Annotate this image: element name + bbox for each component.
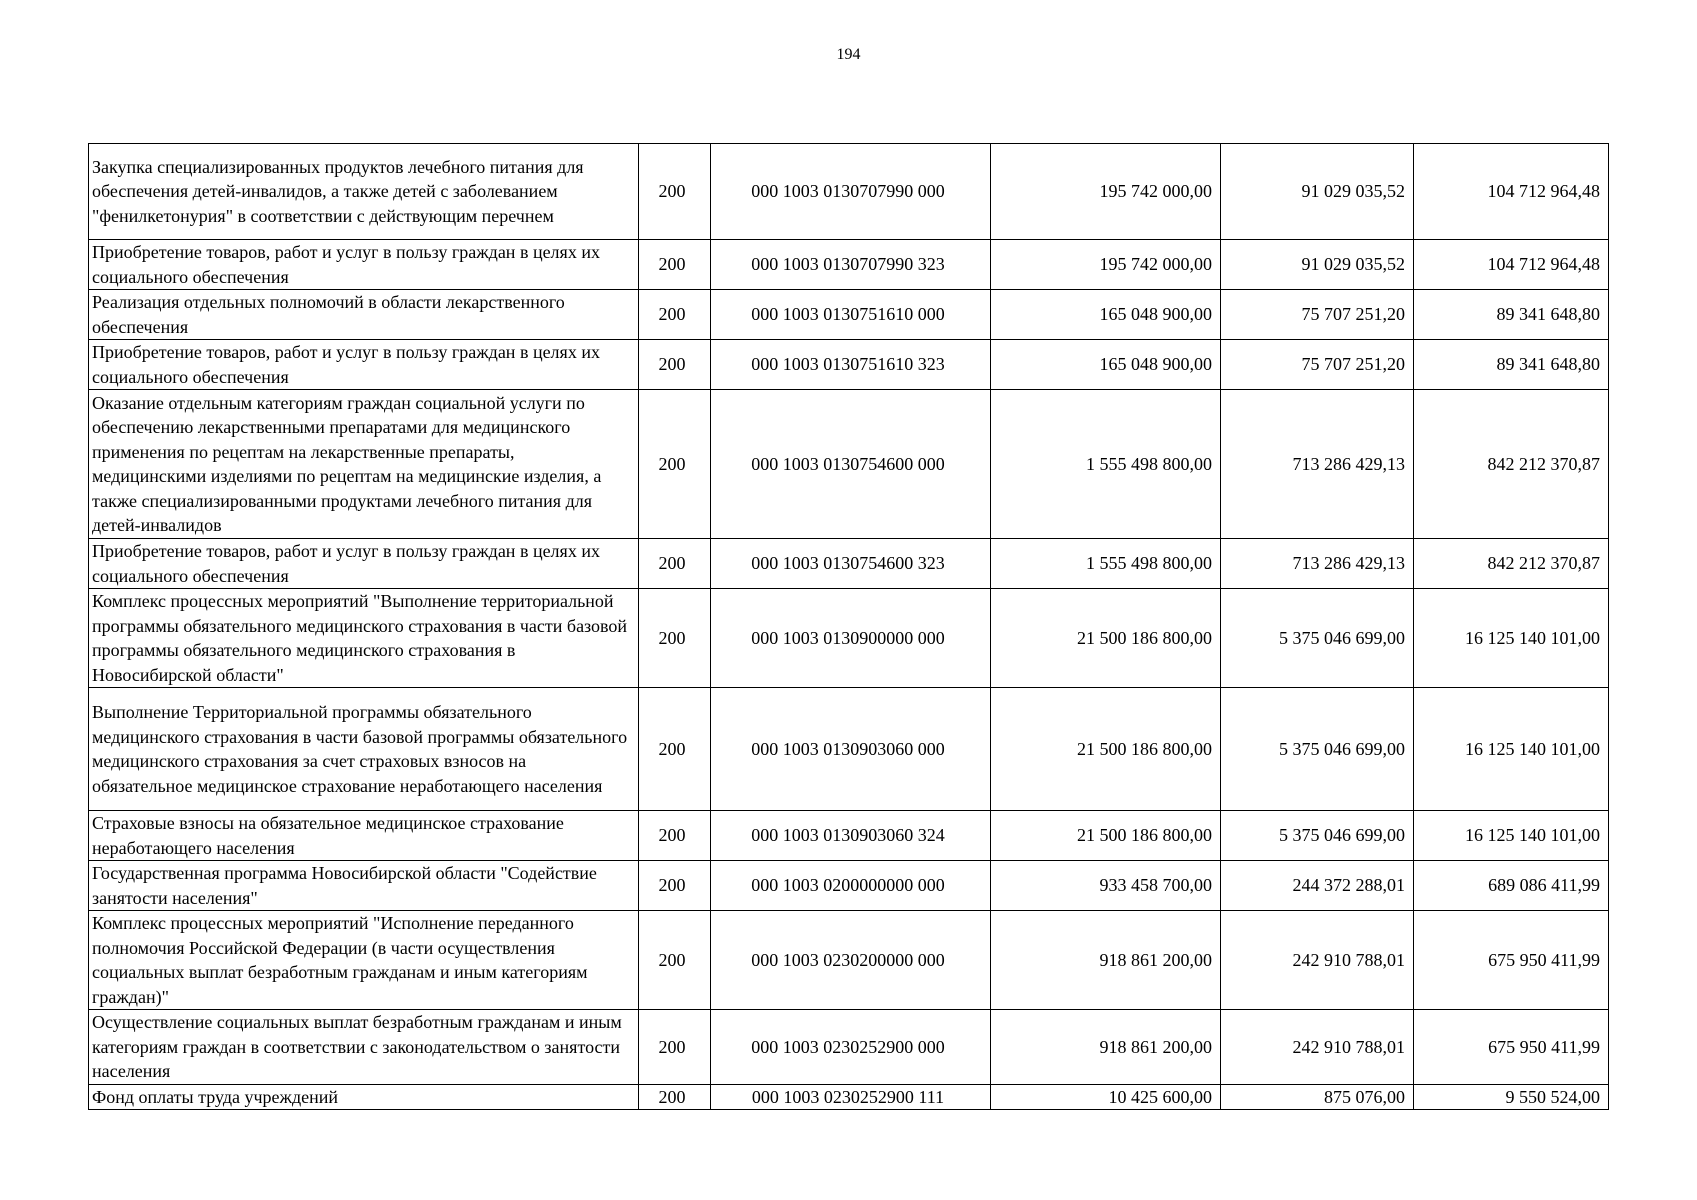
row-budget-code: 000 1003 0130707990 323: [711, 240, 991, 290]
row-description: Оказание отдельным категориям граждан социальной услуги по обеспечению лекарственными препаратами для медицинского применения по рецептам на лекарственные препараты, медицинскими изделиями по рецептам на медицинские изделия, а также специализированными продуктами лечебного питания для детей-инвалидов: [89, 390, 639, 539]
row-unexecuted-amount: 842 212 370,87: [1414, 539, 1609, 589]
row-executed-amount: 242 910 788,01: [1221, 911, 1414, 1010]
row-budget-code: 000 1003 0130900000 000: [711, 589, 991, 688]
table-body: [89, 144, 1609, 1110]
row-executed-amount: 91 029 035,52: [1221, 240, 1414, 290]
row-executed-amount: 875 076,00: [1221, 1084, 1414, 1110]
row-approved-amount: 21 500 186 800,00: [991, 811, 1221, 861]
table-row: [89, 688, 1609, 811]
row-description: Государственная программа Новосибирской области "Содействие занятости населения": [89, 861, 639, 911]
row-description: Страховые взносы на обязательное медицинское страхование неработающего населения: [89, 811, 639, 861]
row-budget-code: 000 1003 0230200000 000: [711, 911, 991, 1010]
row-approved-amount: 1 555 498 800,00: [991, 539, 1221, 589]
row-description: Комплекс процессных мероприятий "Исполнение переданного полномочия Российской Федерации (в части осуществления социальных выплат безработным гражданам и иным категориям граждан)": [89, 911, 639, 1010]
row-line-code: 200: [639, 589, 711, 688]
table-row: [89, 861, 1609, 911]
row-approved-amount: 195 742 000,00: [991, 240, 1221, 290]
row-line-code: 200: [639, 1010, 711, 1085]
row-description: Приобретение товаров, работ и услуг в пользу граждан в целях их социального обеспечения: [89, 539, 639, 589]
table-row: [89, 589, 1609, 688]
row-description: Выполнение Территориальной программы обязательного медицинского страхования в части базовой программы обязательного медицинского страхования за счет страховых взносов на обязательное медицинское страхование неработающего населения: [89, 688, 639, 811]
row-description: Осуществление социальных выплат безработным гражданам и иным категориям граждан в соответствии с законодательством о занятости населения: [89, 1010, 639, 1085]
row-description: Приобретение товаров, работ и услуг в пользу граждан в целях их социального обеспечения: [89, 240, 639, 290]
row-unexecuted-amount: 675 950 411,99: [1414, 911, 1609, 1010]
row-line-code: 200: [639, 290, 711, 340]
table-row: [89, 290, 1609, 340]
row-budget-code: 000 1003 0230252900 000: [711, 1010, 991, 1085]
table-row: [89, 1010, 1609, 1085]
row-line-code: 200: [639, 539, 711, 589]
row-description: Реализация отдельных полномочий в области лекарственного обеспечения: [89, 290, 639, 340]
table-row: [89, 811, 1609, 861]
row-executed-amount: 5 375 046 699,00: [1221, 688, 1414, 811]
row-line-code: 200: [639, 144, 711, 240]
page-number: 194: [836, 46, 861, 63]
row-description: Фонд оплаты труда учреждений: [89, 1084, 639, 1110]
row-unexecuted-amount: 89 341 648,80: [1414, 290, 1609, 340]
row-approved-amount: 10 425 600,00: [991, 1084, 1221, 1110]
table-row: [89, 144, 1609, 240]
row-unexecuted-amount: 9 550 524,00: [1414, 1084, 1609, 1110]
row-executed-amount: 242 910 788,01: [1221, 1010, 1414, 1085]
row-unexecuted-amount: 104 712 964,48: [1414, 240, 1609, 290]
row-line-code: 200: [639, 340, 711, 390]
row-unexecuted-amount: 16 125 140 101,00: [1414, 589, 1609, 688]
row-executed-amount: 75 707 251,20: [1221, 340, 1414, 390]
row-budget-code: 000 1003 0130903060 324: [711, 811, 991, 861]
row-approved-amount: 165 048 900,00: [991, 290, 1221, 340]
budget-execution-table: [88, 143, 1609, 1110]
row-budget-code: 000 1003 0130903060 000: [711, 688, 991, 811]
row-unexecuted-amount: 89 341 648,80: [1414, 340, 1609, 390]
row-budget-code: 000 1003 0130751610 323: [711, 340, 991, 390]
row-unexecuted-amount: 842 212 370,87: [1414, 390, 1609, 539]
row-line-code: 200: [639, 861, 711, 911]
row-budget-code: 000 1003 0130754600 000: [711, 390, 991, 539]
table-row: [89, 340, 1609, 390]
row-description: Комплекс процессных мероприятий "Выполнение территориальной программы обязательного медицинского страхования в части базовой программы обязательного медицинского страхования в Новосибирской области": [89, 589, 639, 688]
row-unexecuted-amount: 104 712 964,48: [1414, 144, 1609, 240]
row-budget-code: 000 1003 0130751610 000: [711, 290, 991, 340]
row-line-code: 200: [639, 911, 711, 1010]
row-approved-amount: 165 048 900,00: [991, 340, 1221, 390]
row-executed-amount: 244 372 288,01: [1221, 861, 1414, 911]
row-approved-amount: 918 861 200,00: [991, 1010, 1221, 1085]
table-row: [89, 1084, 1609, 1110]
row-description: Приобретение товаров, работ и услуг в пользу граждан в целях их социального обеспечения: [89, 340, 639, 390]
row-executed-amount: 5 375 046 699,00: [1221, 589, 1414, 688]
row-budget-code: 000 1003 0130754600 323: [711, 539, 991, 589]
row-line-code: 200: [639, 390, 711, 539]
row-line-code: 200: [639, 811, 711, 861]
row-unexecuted-amount: 689 086 411,99: [1414, 861, 1609, 911]
table-row: [89, 390, 1609, 539]
row-approved-amount: 21 500 186 800,00: [991, 589, 1221, 688]
row-executed-amount: 713 286 429,13: [1221, 390, 1414, 539]
row-unexecuted-amount: 16 125 140 101,00: [1414, 811, 1609, 861]
row-approved-amount: 1 555 498 800,00: [991, 390, 1221, 539]
row-approved-amount: 933 458 700,00: [991, 861, 1221, 911]
row-executed-amount: 713 286 429,13: [1221, 539, 1414, 589]
row-budget-code: 000 1003 0130707990 000: [711, 144, 991, 240]
row-unexecuted-amount: 675 950 411,99: [1414, 1010, 1609, 1085]
row-budget-code: 000 1003 0200000000 000: [711, 861, 991, 911]
table-row: [89, 240, 1609, 290]
table-row: [89, 911, 1609, 1010]
row-approved-amount: 918 861 200,00: [991, 911, 1221, 1010]
row-description: Закупка специализированных продуктов лечебного питания для обеспечения детей-инвалидов, а также детей с заболеванием "фенилкетонурия" в соответствии с действующим перечнем: [89, 144, 639, 240]
row-approved-amount: 195 742 000,00: [991, 144, 1221, 240]
row-line-code: 200: [639, 688, 711, 811]
row-approved-amount: 21 500 186 800,00: [991, 688, 1221, 811]
row-line-code: 200: [639, 240, 711, 290]
row-executed-amount: 91 029 035,52: [1221, 144, 1414, 240]
table-row: [89, 539, 1609, 589]
row-executed-amount: 5 375 046 699,00: [1221, 811, 1414, 861]
row-budget-code: 000 1003 0230252900 111: [711, 1084, 991, 1110]
row-executed-amount: 75 707 251,20: [1221, 290, 1414, 340]
row-unexecuted-amount: 16 125 140 101,00: [1414, 688, 1609, 811]
row-line-code: 200: [639, 1084, 711, 1110]
